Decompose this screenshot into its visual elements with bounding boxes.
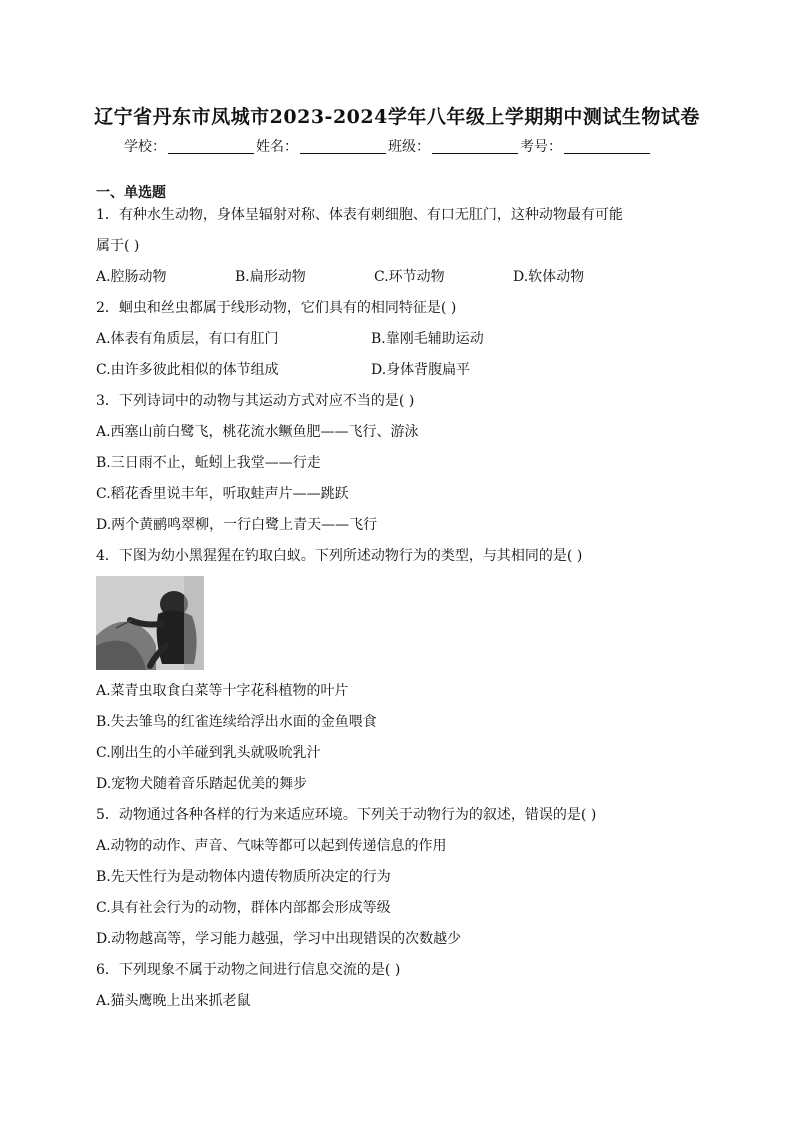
- chimpanzee-fishing-termites-photo: [96, 576, 204, 670]
- option-a[interactable]: A.猫头鹰晚上出来抓老鼠: [96, 993, 251, 1009]
- option-a[interactable]: A.西塞山前白鹭飞，桃花流水鳜鱼肥——飞行、游泳: [96, 424, 419, 440]
- exam-number-blank[interactable]: [564, 138, 650, 154]
- option-d[interactable]: D.宠物犬随着音乐踏起优美的舞步: [96, 776, 308, 792]
- class-blank[interactable]: [432, 138, 518, 154]
- section-title: 一、单选题: [96, 185, 166, 201]
- option-b[interactable]: B.失去雏鸟的红雀连续给浮出水面的金鱼喂食: [96, 714, 377, 730]
- name-label: 姓名：: [256, 139, 298, 155]
- questions-body: [96, 200, 706, 1017]
- class-label: 班级：: [388, 139, 430, 155]
- question-2-options-row-2: [96, 355, 706, 386]
- option-c[interactable]: C.刚出生的小羊碰到乳头就吸吮乳汁: [96, 745, 321, 761]
- exam-title: 辽宁省丹东市凤城市2023-2024学年八年级上学期期中测试生物试卷: [94, 106, 700, 128]
- option-d[interactable]: D.动物越高等，学习能力越强，学习中出现错误的次数越少: [96, 931, 462, 947]
- option-a[interactable]: A.腔肠动物: [96, 269, 167, 285]
- question-3-stem: 3．下列诗词中的动物与其运动方式对应不当的是( ): [96, 393, 415, 409]
- name-blank[interactable]: [300, 138, 386, 154]
- option-b[interactable]: B.扁形动物: [235, 269, 306, 285]
- option-c[interactable]: C.由许多彼此相似的体节组成: [96, 362, 279, 378]
- school-label: 学校：: [124, 139, 166, 155]
- question-2-options-row-1: [96, 324, 706, 355]
- option-c[interactable]: C.稻花香里说丰年，听取蛙声片——跳跃: [96, 486, 349, 502]
- option-d[interactable]: D.两个黄鹂鸣翠柳，一行白鹭上青天——飞行: [96, 517, 378, 533]
- option-d[interactable]: D.软体动物: [513, 269, 585, 285]
- option-b[interactable]: B.三日雨不止，蚯蚓上我堂——行走: [96, 455, 321, 471]
- option-b[interactable]: B.先天性行为是动物体内遗传物质所决定的行为: [96, 869, 391, 885]
- question-4-stem: 4．下图为幼小黑猩猩在钓取白蚁。下列所述动物行为的类型，与其相同的是( ): [96, 548, 583, 564]
- option-c[interactable]: C.环节动物: [374, 269, 445, 285]
- chimpanzee-photo-illustration: [96, 576, 204, 670]
- school-blank[interactable]: [168, 138, 254, 154]
- student-info-row: [124, 136, 652, 156]
- question-1-stem-line-2: 属于( ): [96, 238, 140, 254]
- question-5-stem: 5．动物通过各种各样的行为来适应环境。下列关于动物行为的叙述，错误的是( ): [96, 807, 597, 823]
- question-1-options: [96, 262, 706, 293]
- option-a[interactable]: A.菜青虫取食白菜等十字花科植物的叶片: [96, 683, 349, 699]
- question-2-stem: 2．蛔虫和丝虫都属于线形动物，它们具有的相同特征是( ): [96, 300, 457, 316]
- option-a[interactable]: A.动物的动作、声音、气味等都可以起到传递信息的作用: [96, 838, 447, 854]
- option-a[interactable]: A.体表有角质层，有口有肛门: [96, 331, 279, 347]
- question-1-stem-line-1: 1．有种水生动物，身体呈辐射对称、体表有刺细胞、有口无肛门，这种动物最有可能: [96, 207, 623, 223]
- exam-number-label: 考号：: [520, 139, 562, 155]
- question-6-stem: 6．下列现象不属于动物之间进行信息交流的是( ): [96, 962, 401, 978]
- option-d[interactable]: D.身体背腹扁平: [371, 362, 471, 378]
- option-b[interactable]: B.靠刚毛辅助运动: [371, 331, 484, 347]
- option-c[interactable]: C.具有社会行为的动物，群体内部都会形成等级: [96, 900, 391, 916]
